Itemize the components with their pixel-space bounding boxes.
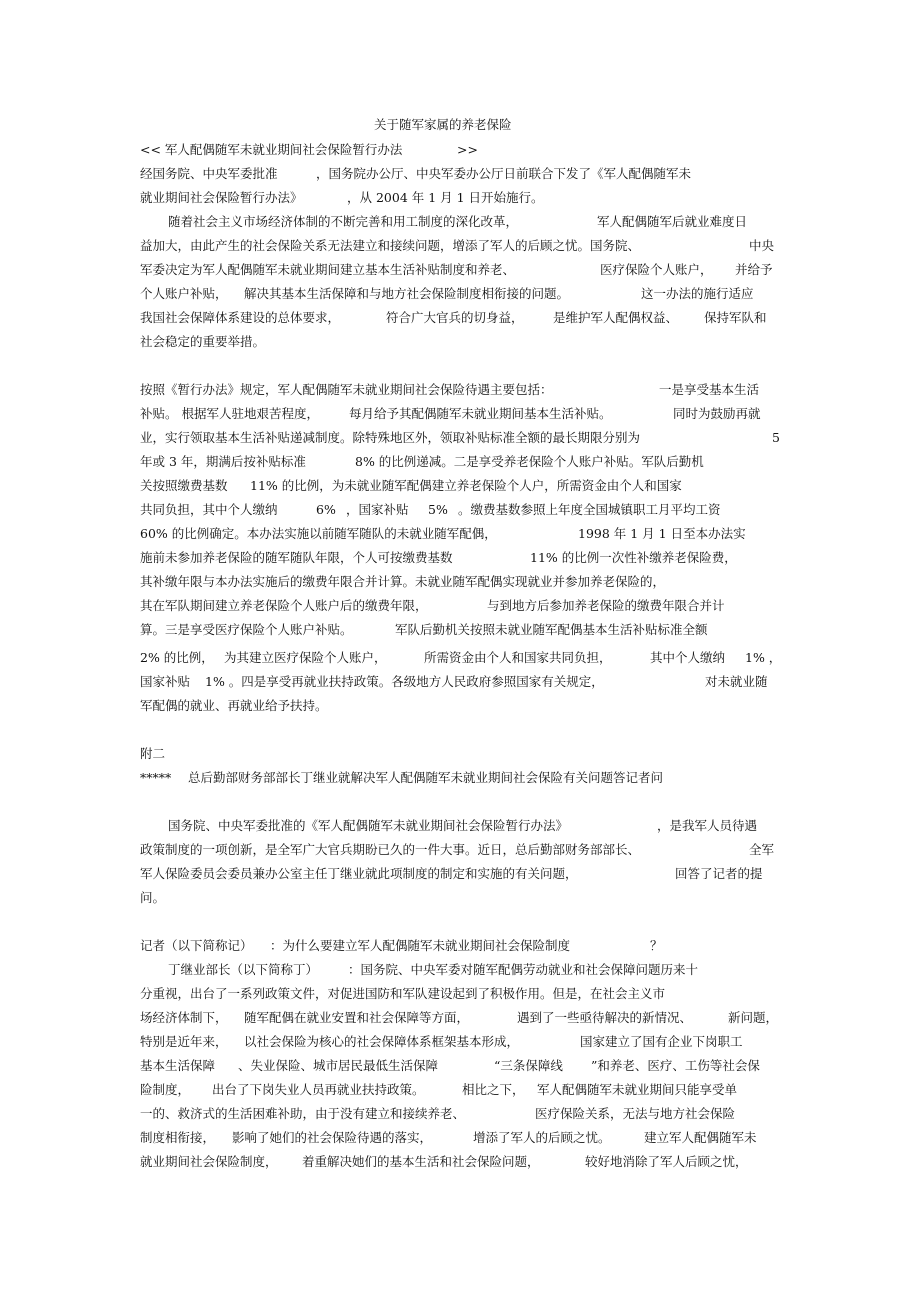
text-segment: 附二: [140, 746, 166, 761]
text-segment: 影响了她们的社会保险待遇的落实，: [232, 1130, 433, 1145]
text-segment: 全军: [749, 842, 775, 857]
text-segment: 补贴。 根据军人驻地艰苦程度，: [140, 406, 319, 421]
text-segment: 同时为鼓励再就: [673, 406, 761, 421]
text-segment: 分重视，出台了一系列政策文件，对促进国防和军队建设起到了积极作用。但是，在社会主义市: [140, 986, 666, 1001]
text-segment: “三条保障线: [494, 1058, 563, 1073]
text-segment: 问。: [140, 890, 166, 905]
text-segment: 5%: [428, 502, 448, 517]
text-segment: 国家建立了国有企业下岗职工: [580, 1034, 743, 1049]
text-segment: 国务院、中央军委批准的《军人配偶随军未就业期间社会保险暂行办法》: [168, 818, 569, 833]
text-segment: 以社会保险为核心的社会保障体系框架基本形成，: [244, 1034, 520, 1049]
text-segment: 共同负担，其中个人缴纳: [140, 502, 278, 517]
text-segment: 关按照缴费基数: [140, 478, 228, 493]
text-segment: 丁继业部长（以下简称丁）: [168, 962, 319, 977]
text-segment: 军人配偶随军未就业期间只能享受单: [537, 1082, 738, 1097]
text-segment: 所需资金由个人和国家共同负担，: [424, 650, 612, 665]
document-title-text: 关于随军家属的养老保险: [374, 117, 512, 132]
text-segment: 经国务院、中央军委批准: [140, 166, 278, 181]
text-segment: 11% 的比例，为未就业随军配偶建立养老保险个人户，所需资金由个人和国家: [250, 478, 682, 493]
text-segment: ，从 2004 年 1 月 1 日开始施行。: [347, 190, 544, 205]
text-segment: ？: [650, 938, 663, 953]
text-segment: 随着社会主义市场经济体制的不断完善和用工制度的深化改革，: [168, 214, 519, 229]
text-segment: 政策制度的一项创新，是全军广大官兵期盼已久的一件大事。近日，总后勤部财务部部长、: [140, 842, 641, 857]
text-segment: 特别是近年来，: [140, 1034, 228, 1049]
text-segment: 解决其基本生活保障和与地方社会保险制度相衔接的问题。: [244, 286, 570, 301]
text-segment: 国家补贴: [140, 674, 191, 689]
text-segment: 基本生活保障: [140, 1058, 216, 1073]
text-segment: 就业期间社会保险暂行办法》: [140, 190, 303, 205]
text-segment: 医疗保险关系，无法与地方社会保险: [535, 1106, 736, 1121]
text-segment: 年或 3 年，期满后按补贴标准: [140, 454, 306, 469]
text-segment: 。缴费基数参照上年度全国城镇职工月平均工资: [458, 502, 721, 517]
text-segment: ，是我军人员待遇: [657, 818, 758, 833]
text-segment: 其补缴年限与本办法实施后的缴费年限合并计算。未就业随军配偶实现就业并参加养老保险的，: [140, 574, 666, 589]
text-segment: 相比之下，: [462, 1082, 525, 1097]
text-segment: 一的、救济式的生活困难补助，由于没有建立和接续养老、: [140, 1106, 466, 1121]
text-segment: 军配偶的就业、再就业给予扶持。: [140, 698, 328, 713]
text-segment: 1998 年 1 月 1 日至本办法实: [578, 526, 746, 541]
text-segment: ：国务院、中央军委对随军配偶劳动就业和社会保障问题历来十: [348, 962, 699, 977]
text-segment: 一是享受基本生活: [659, 382, 760, 397]
text-segment: 业，实行领取基本生活补贴递减制度。除特殊地区外，领取补贴标准全额的最长期限分别为: [140, 430, 641, 445]
text-segment: 增添了军人的后顾之忧。: [473, 1130, 611, 1145]
text-segment: 个人账户补贴，: [140, 286, 228, 301]
text-segment: 出台了下岗失业人员再就业扶持政策。: [212, 1082, 425, 1097]
text-segment: 较好地消除了军人后顾之忧，: [585, 1154, 748, 1169]
text-segment: 5: [772, 430, 780, 445]
text-segment: 算。三是享受医疗保险个人账户补贴。: [140, 622, 353, 637]
text-segment: 1% ，: [745, 650, 782, 665]
text-segment: 军人保险委员会委员兼办公室主任丁继业就此项制度的制定和实施的有关问题，: [140, 866, 578, 881]
text-segment: 保持军队和: [704, 310, 767, 325]
text-segment: 对未就业随: [705, 674, 768, 689]
text-segment: 符合广大官兵的切身益，: [386, 310, 524, 325]
text-segment: 其在军队期间建立养老保险个人账户后的缴费年限，: [140, 598, 428, 613]
text-segment: 新问题，: [728, 1010, 779, 1025]
text-segment: 医疗保险个人账户，: [600, 262, 713, 277]
text-segment: 与到地方后参加养老保险的缴费年限合并计: [487, 598, 725, 613]
text-segment: 每月给予其配偶随军未就业期间基本生活补贴。: [349, 406, 612, 421]
text-segment: 着重解决她们的基本生活和社会保险问题，: [302, 1154, 540, 1169]
text-segment: 军人配偶随军后就业难度日: [597, 214, 748, 229]
text-segment: 场经济体制下，: [140, 1010, 228, 1025]
text-segment: 军委决定为军人配偶随军未就业期间建立基本生活补贴制度和养老、: [140, 262, 516, 277]
text-segment: 总后勤部财务部部长丁继业就解决军人配偶随军未就业期间社会保险有关问题答记者问: [188, 770, 664, 785]
text-segment: ：为什么要建立军人配偶随军未就业期间社会保险制度: [270, 938, 571, 953]
text-segment: 6%: [316, 502, 336, 517]
text-segment: 随军配偶在就业安置和社会保障等方面，: [244, 1010, 470, 1025]
text-segment: 社会稳定的重要举措。: [140, 334, 266, 349]
text-segment: 记者（以下简称记）: [140, 938, 253, 953]
text-segment: 2% 的比例，: [140, 650, 214, 665]
text-segment: *****: [140, 770, 172, 785]
text-segment: 遇到了一些亟待解决的新情况、: [517, 1010, 693, 1025]
text-segment: 制度相衔接，: [140, 1130, 216, 1145]
text-segment: >>: [457, 142, 478, 157]
text-segment: 益加大，由此产生的社会保险关系无法建立和接续问题，增添了军人的后顾之忧。国务院、: [140, 238, 641, 253]
text-segment: 施前未参加养老保险的随军随队年限，个人可按缴费基数: [140, 550, 453, 565]
text-segment: 并给予: [735, 262, 773, 277]
text-segment: 60% 的比例确定。本办法实施以前随军随队的未就业随军配偶，: [140, 526, 497, 541]
text-segment: 回答了记者的提: [675, 866, 763, 881]
text-segment: ，国家补贴: [346, 502, 409, 517]
text-segment: 中央: [749, 238, 775, 253]
text-segment: 这一办法的施行适应: [641, 286, 754, 301]
text-segment: 就业期间社会保险制度，: [140, 1154, 278, 1169]
text-segment: 11% 的比例一次性补缴养老保险费，: [530, 550, 737, 565]
text-segment: 险制度，: [140, 1082, 191, 1097]
text-segment: 为其建立医疗保险个人账户，: [224, 650, 387, 665]
text-segment: 我国社会保障体系建设的总体要求，: [140, 310, 341, 325]
text-segment: 、失业保险、城市居民最低生活保障: [238, 1058, 439, 1073]
text-segment: ”和养老、医疗、工伤等社会保: [591, 1058, 760, 1073]
text-segment: ，国务院办公厅、中央军委办公厅日前联合下发了《军人配偶随军未: [316, 166, 692, 181]
text-segment: 建立军人配偶随军未: [644, 1130, 757, 1145]
text-segment: 8% 的比例递减。二是享受养老保险个人账户补贴。军队后勤机: [355, 454, 704, 469]
text-segment: << 军人配偶随军未就业期间社会保险暂行办法: [140, 142, 403, 157]
text-segment: 1% 。四是享受再就业扶持政策。各级地方人民政府参照国家有关规定，: [205, 674, 604, 689]
text-segment: 是维护军人配偶权益、: [553, 310, 679, 325]
text-segment: 按照《暂行办法》规定，军人配偶随军未就业期间社会保险待遇主要包括：: [140, 382, 553, 397]
text-segment: 军队后勤机关按照未就业随军配偶基本生活补贴标准全额: [395, 622, 708, 637]
text-segment: 其中个人缴纳: [650, 650, 726, 665]
